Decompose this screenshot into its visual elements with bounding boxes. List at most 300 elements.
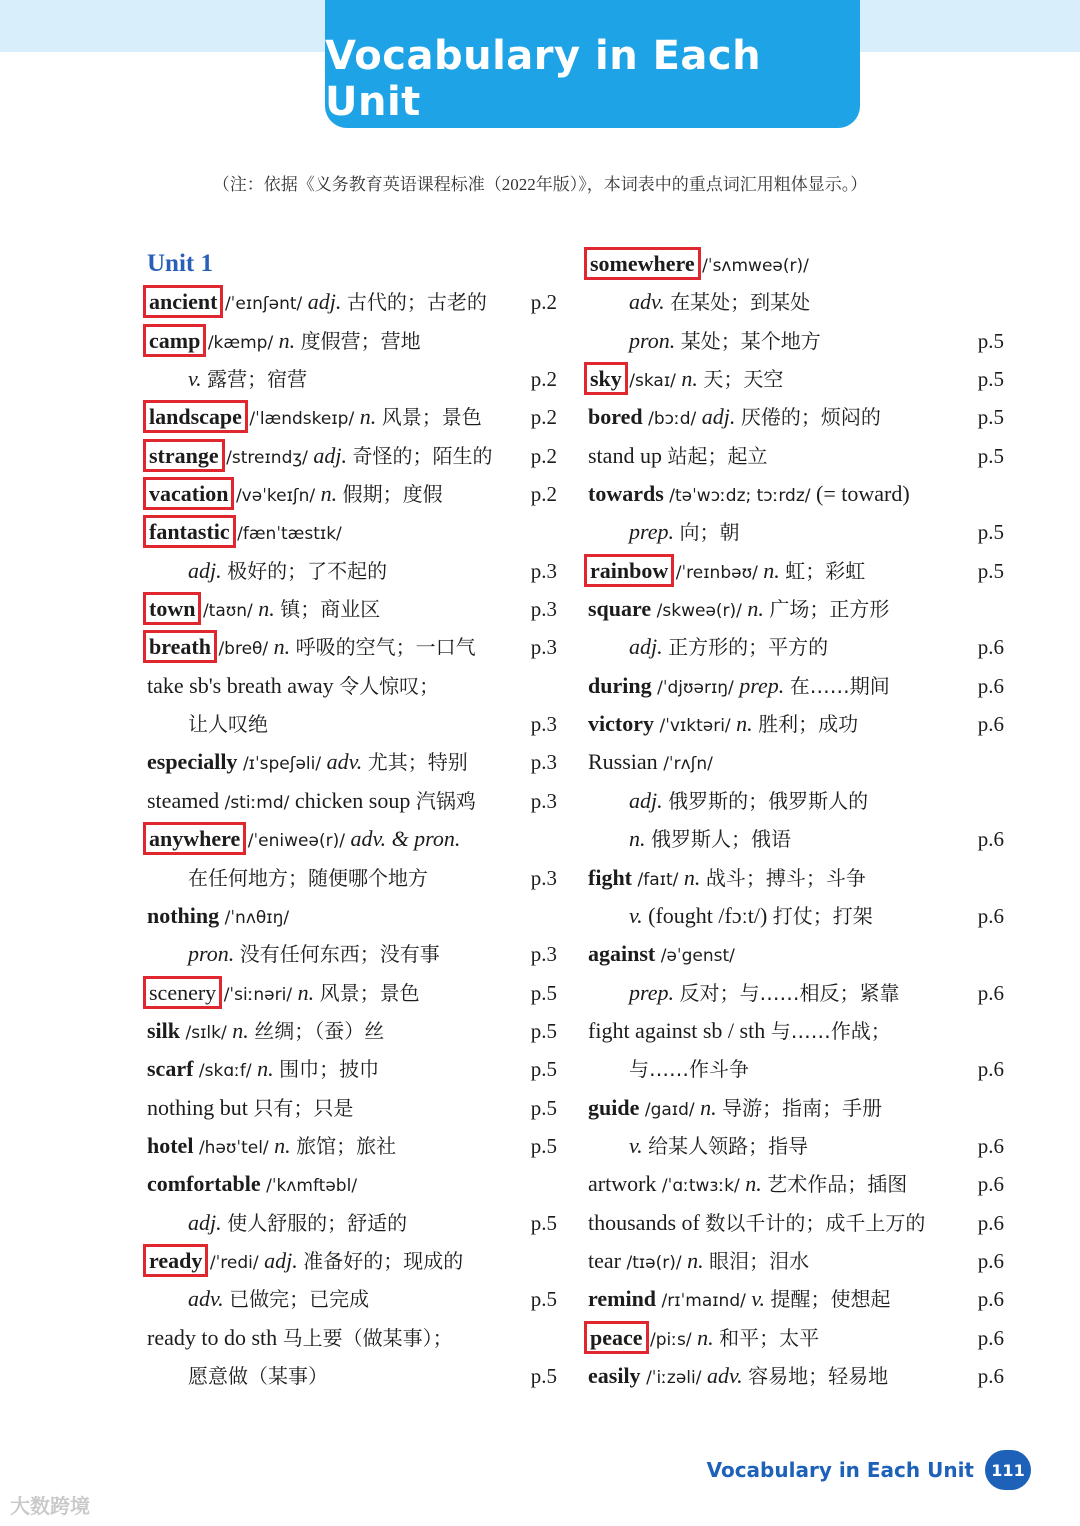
- chinese-meaning: 奇怪的；陌生的: [352, 443, 493, 468]
- phonetic: /həʊˈtel/: [198, 1137, 269, 1158]
- part-of-speech: n.: [763, 557, 780, 583]
- chinese-meaning: 让人叹绝: [188, 712, 268, 737]
- entry-line: [629, 513, 740, 551]
- entry-line: [629, 322, 821, 360]
- unit-heading: Unit 1: [147, 250, 213, 277]
- vocab-entry: [588, 782, 998, 820]
- chinese-meaning: 假期；度假: [342, 482, 443, 507]
- vocab-entry: [147, 1204, 557, 1242]
- vocab-entry: [588, 398, 1004, 436]
- entry-line: [629, 897, 873, 935]
- vocab-entry: [588, 475, 998, 513]
- page-ref: p.2: [530, 405, 557, 430]
- headword: Russian: [588, 749, 658, 775]
- page-ref: p.6: [977, 673, 1004, 698]
- chinese-meaning: 古代的；古老的: [346, 290, 487, 315]
- vocab-column-left: [147, 245, 557, 1395]
- vocab-entry: [147, 1165, 557, 1203]
- extra-text: chicken soup: [294, 787, 411, 813]
- chinese-meaning: 眼泪；泪水: [709, 1248, 810, 1273]
- entry-line: [147, 1050, 379, 1090]
- vocab-entry: [147, 820, 557, 858]
- page-ref: p.5: [977, 367, 1004, 392]
- entry-line: [588, 1204, 925, 1242]
- vocab-entry: [588, 437, 1004, 475]
- part-of-speech: n.: [232, 1017, 249, 1043]
- page-ref: p.3: [530, 788, 557, 813]
- phonetic: /ˈvɪktəri/: [659, 716, 731, 737]
- phonetic: /taʊn/: [202, 601, 253, 622]
- page-ref: p.6: [977, 1057, 1004, 1082]
- part-of-speech: prep.: [629, 979, 675, 1005]
- entry-line: [188, 935, 440, 973]
- part-of-speech: n.: [278, 327, 296, 353]
- entry-line: [147, 743, 468, 783]
- chinese-meaning: 广场；正方形: [769, 597, 890, 622]
- part-of-speech: adj.: [313, 442, 348, 468]
- vocab-entry: [588, 1165, 1004, 1203]
- entry-line: [588, 935, 735, 975]
- page-ref: p.2: [530, 290, 557, 315]
- chinese-meaning: 镇；商业区: [280, 597, 381, 622]
- vocab-entry: [588, 628, 1004, 666]
- entry-line: [147, 820, 460, 860]
- phonetic: /skɑːf/: [198, 1061, 252, 1082]
- chinese-meaning: 已做完；已完成: [229, 1287, 370, 1312]
- vocab-entry: [147, 1319, 557, 1357]
- vocab-entry: [147, 1357, 557, 1395]
- entry-line: [588, 1012, 891, 1050]
- part-of-speech: adj.: [264, 1247, 298, 1273]
- headword: tear: [588, 1247, 621, 1273]
- phonetic: /piːs/: [650, 1329, 692, 1350]
- part-of-speech: adv.: [706, 1362, 743, 1388]
- chinese-meaning: 虹；彩虹: [785, 558, 866, 583]
- page-ref: p.2: [530, 443, 557, 468]
- entry-line: [147, 1089, 353, 1127]
- extra-text: (fought /fɔːt/): [648, 902, 768, 928]
- part-of-speech: adj.: [629, 787, 663, 813]
- entry-line: [588, 1357, 888, 1397]
- phonetic: /ˈsʌmweə(r)/: [702, 256, 809, 276]
- phonetic: /ˈɑːtwɜːk/: [661, 1176, 740, 1197]
- phonetic: /ɪˈspeʃəli/: [242, 754, 322, 775]
- vocab-entry: [588, 1089, 998, 1127]
- page-ref: p.3: [530, 865, 557, 890]
- phonetic: /skweə(r)/: [656, 601, 742, 622]
- entry-line: [147, 513, 342, 553]
- chinese-meaning: 与……作斗争: [629, 1057, 749, 1082]
- phonetic: /breθ/: [218, 639, 269, 660]
- page-ref: p.6: [977, 1210, 1004, 1235]
- entry-line: [188, 859, 428, 897]
- headword: ready: [149, 1247, 203, 1273]
- chinese-meaning: 风景；景色: [381, 405, 482, 430]
- page-ref: p.6: [977, 1248, 1004, 1273]
- vocab-entry: [147, 437, 557, 475]
- unit-heading-row: [147, 245, 557, 283]
- vocab-entry: [588, 743, 998, 781]
- part-of-speech: pron.: [188, 941, 235, 967]
- entry-line: [588, 1280, 890, 1320]
- page-ref: p.5: [530, 980, 557, 1005]
- headword: especially: [147, 749, 238, 775]
- chinese-meaning: 只有；只是: [253, 1095, 354, 1120]
- vocab-entry: [147, 475, 557, 513]
- vocab-entry: [588, 590, 998, 628]
- headword: nothing but: [147, 1094, 248, 1120]
- headword: take sb's breath away: [147, 672, 334, 698]
- page-title: Vocabulary in Each Unit: [325, 33, 762, 125]
- vocab-entry: [147, 628, 557, 666]
- phonetic: /əˈgenst/: [660, 946, 735, 967]
- vocab-column-right: [588, 245, 1004, 1395]
- phonetic: /faɪt/: [637, 869, 679, 890]
- headword: easily: [588, 1362, 641, 1388]
- page-ref: p.6: [977, 1287, 1004, 1312]
- page-number-badge: [985, 1450, 1031, 1490]
- vocab-entry: [147, 1127, 557, 1165]
- part-of-speech: n.: [629, 826, 646, 852]
- page-ref: p.6: [977, 903, 1004, 928]
- entry-line: [629, 1127, 808, 1165]
- part-of-speech: pron.: [629, 327, 676, 353]
- vocab-entry: [588, 1012, 998, 1050]
- phonetic: /fænˈtæstɪk/: [237, 524, 342, 545]
- phonetic: /ˈeniweə(r)/: [247, 831, 345, 852]
- part-of-speech: prep.: [739, 672, 785, 698]
- part-of-speech: prep.: [629, 519, 675, 545]
- part-of-speech: n.: [747, 596, 764, 622]
- entry-line: [588, 437, 767, 475]
- entry-line: [147, 1319, 453, 1357]
- vocab-entry: [147, 935, 557, 973]
- vocab-entry: [147, 322, 557, 360]
- chinese-meaning: 厌倦的；烦闷的: [740, 405, 881, 430]
- chinese-meaning: 在……期间: [789, 673, 890, 698]
- vocab-entry: [588, 513, 1004, 551]
- part-of-speech: n.: [273, 634, 291, 660]
- phonetic: /kæmp/: [207, 332, 274, 353]
- vocab-entry: [147, 743, 557, 781]
- entry-line: [588, 245, 809, 285]
- chinese-meaning: 站起；起立: [667, 443, 768, 468]
- entry-line: [629, 1050, 749, 1088]
- chinese-meaning: 战斗；搏斗；斗争: [705, 865, 866, 890]
- entry-line: [147, 782, 476, 822]
- page-ref: p.5: [530, 1363, 557, 1388]
- curriculum-note: （注：依据《义务教育英语课程标准（2022年版）》，本词表中的重点词汇用粗体显示。）: [212, 175, 868, 194]
- headword: towards: [588, 481, 664, 507]
- vocab-entry: [588, 1242, 1004, 1280]
- entry-line: [147, 1242, 463, 1282]
- chinese-meaning: 使人舒服的；舒适的: [227, 1210, 408, 1235]
- vocab-entry: [588, 1050, 1004, 1088]
- chinese-meaning: 与……作战；: [770, 1018, 891, 1043]
- phonetic: /ˈlændskeɪp/: [249, 409, 355, 430]
- chinese-meaning: 汽锅鸡: [415, 788, 476, 813]
- page-ref: p.3: [530, 942, 557, 967]
- vocab-entry: [147, 859, 557, 897]
- headword: camp: [149, 327, 201, 353]
- entry-line: [588, 743, 713, 783]
- entry-line: [588, 1089, 882, 1129]
- vocab-entry: [147, 513, 557, 551]
- page-ref: p.5: [530, 1210, 557, 1235]
- chinese-meaning: 艺术作品；插图: [767, 1172, 908, 1197]
- headword: hotel: [147, 1132, 194, 1158]
- chinese-meaning: 和平；太平: [719, 1325, 820, 1350]
- headword: comfortable: [147, 1171, 261, 1197]
- page-ref: p.2: [530, 367, 557, 392]
- vocab-entry: [147, 667, 557, 705]
- vocab-entry: [588, 705, 1004, 743]
- part-of-speech: n.: [359, 404, 377, 430]
- phonetic: /ˈeɪnʃənt/: [224, 294, 303, 315]
- entry-line: [188, 360, 307, 398]
- part-of-speech: adv.: [629, 289, 665, 315]
- vocab-entry: [588, 1127, 1004, 1165]
- part-of-speech: n.: [257, 1056, 274, 1082]
- part-of-speech: adv.: [188, 1286, 224, 1312]
- part-of-speech: adj.: [701, 404, 736, 430]
- headword: fight: [588, 864, 632, 890]
- page-ref: p.6: [977, 1172, 1004, 1197]
- entry-line: [147, 897, 289, 937]
- headword: guide: [588, 1094, 640, 1120]
- chinese-meaning: 天；天空: [703, 367, 784, 392]
- page-ref: p.5: [530, 1133, 557, 1158]
- vocab-entry: [147, 1089, 557, 1127]
- page-ref: p.5: [977, 520, 1004, 545]
- part-of-speech: v.: [751, 1286, 765, 1312]
- chinese-meaning: 旅馆；旅社: [296, 1133, 397, 1158]
- headword: scarf: [147, 1056, 194, 1082]
- page-ref: p.2: [530, 482, 557, 507]
- extra-text: (= toward): [816, 481, 910, 507]
- entry-line: [147, 667, 439, 705]
- vocab-entry: [588, 322, 1004, 360]
- headword: peace: [590, 1324, 643, 1350]
- page-number: 111: [991, 1460, 1025, 1480]
- part-of-speech: adj.: [188, 557, 222, 583]
- footer-title: Vocabulary in Each Unit: [706, 1458, 974, 1482]
- headword: scenery: [149, 979, 217, 1005]
- phonetic: /ˈsiːnəri/: [223, 984, 293, 1005]
- headword: ready to do sth: [147, 1324, 278, 1350]
- headword: nothing: [147, 902, 220, 928]
- page-ref: p.3: [530, 597, 557, 622]
- page-ref: p.6: [977, 1133, 1004, 1158]
- phonetic: /ˈiːzəli/: [646, 1367, 702, 1388]
- headword: breath: [149, 634, 211, 660]
- vocab-entry: [588, 552, 1004, 590]
- page-ref: p.5: [977, 405, 1004, 430]
- chinese-meaning: 露营；宿营: [207, 367, 308, 392]
- page-ref: p.5: [977, 328, 1004, 353]
- entry-line: [147, 590, 380, 630]
- chinese-meaning: 在某处；到某处: [670, 290, 811, 315]
- phonetic: /gaɪd/: [644, 1099, 695, 1120]
- entry-line: [147, 974, 420, 1014]
- headword: anywhere: [149, 826, 241, 852]
- headword: against: [588, 941, 656, 967]
- phonetic: /ˈkʌmftəbl/: [266, 1176, 358, 1197]
- entry-line: [629, 974, 900, 1012]
- entry-line: [147, 1127, 396, 1167]
- chinese-meaning: 俄罗斯的；俄罗斯人的: [668, 788, 869, 813]
- entry-line: [188, 705, 268, 743]
- vocab-entry: [588, 667, 1004, 705]
- entry-line: [629, 820, 791, 858]
- vocab-entry: [147, 782, 557, 820]
- chinese-meaning: 围巾；披巾: [279, 1057, 380, 1082]
- chinese-meaning: 数以千计的；成千上万的: [705, 1210, 926, 1235]
- page-ref: p.3: [530, 712, 557, 737]
- headword: fantastic: [149, 519, 230, 545]
- vocab-entry: [147, 552, 557, 590]
- entry-line: [588, 1242, 809, 1282]
- phonetic: /tɪə(r)/: [626, 1252, 682, 1273]
- chinese-meaning: 呼吸的空气；一口气: [295, 635, 476, 660]
- vocab-entry: [588, 1204, 1004, 1242]
- headword: during: [588, 672, 652, 698]
- phonetic: /sɪlk/: [185, 1022, 227, 1043]
- vocab-entry: [147, 283, 557, 321]
- headword: sky: [590, 366, 622, 392]
- vocab-entry: [588, 859, 998, 897]
- vocab-entry: [588, 283, 998, 321]
- chinese-meaning: 在任何地方；随便哪个地方: [188, 865, 428, 890]
- watermark-text: 大数跨境: [10, 1494, 90, 1518]
- page-ref: p.6: [977, 1363, 1004, 1388]
- chinese-meaning: 导游；指南；手册: [722, 1095, 883, 1120]
- vocab-entry: [588, 360, 1004, 398]
- chinese-meaning: 正方形的；平方的: [668, 635, 829, 660]
- chinese-meaning: 令人惊叹；: [339, 673, 440, 698]
- chinese-meaning: 胜利；成功: [758, 712, 859, 737]
- headword: fight against sb / sth: [588, 1017, 766, 1043]
- page-ref: p.5: [530, 1287, 557, 1312]
- part-of-speech: n.: [297, 979, 315, 1005]
- part-of-speech: adj.: [629, 634, 663, 660]
- chinese-meaning: 尤其；特别: [367, 750, 468, 775]
- page-ref: p.3: [530, 750, 557, 775]
- chinese-meaning: 准备好的；现成的: [303, 1248, 464, 1273]
- headword: strange: [149, 442, 219, 468]
- entry-line: [147, 283, 487, 323]
- chinese-meaning: 愿意做（某事）: [188, 1363, 328, 1388]
- chinese-meaning: 某处；某个地方: [680, 328, 821, 353]
- headword: victory: [588, 711, 654, 737]
- entry-line: [588, 859, 866, 899]
- headword: steamed: [147, 787, 220, 813]
- chinese-meaning: 马上要（做某事）；: [282, 1325, 453, 1350]
- entry-line: [588, 667, 890, 707]
- part-of-speech: n.: [683, 864, 701, 890]
- phonetic: /bɔːd/: [648, 409, 697, 430]
- vocab-entry: [147, 1242, 557, 1280]
- part-of-speech: n.: [258, 596, 275, 622]
- entry-line: [147, 475, 443, 515]
- entry-line: [188, 552, 387, 590]
- entry-line: [188, 1357, 328, 1395]
- phonetic: /vəˈkeɪʃn/: [235, 486, 316, 507]
- entry-line: [588, 590, 889, 630]
- part-of-speech: n.: [700, 1094, 717, 1120]
- chinese-meaning: 向；朝: [679, 520, 740, 545]
- page-ref: p.6: [977, 635, 1004, 660]
- page-ref: p.5: [530, 1057, 557, 1082]
- phonetic: /rɪˈmaɪnd/: [661, 1291, 746, 1312]
- part-of-speech: adj.: [307, 289, 342, 315]
- vocab-entry: [147, 974, 557, 1012]
- chinese-meaning: 极好的；了不起的: [227, 558, 388, 583]
- entry-line: [147, 1012, 384, 1052]
- part-of-speech: n.: [697, 1324, 714, 1350]
- headword: bored: [588, 404, 643, 430]
- chinese-meaning: 反对；与……相反；紧靠: [679, 980, 900, 1005]
- phonetic: /ˈrʌʃn/: [663, 754, 713, 775]
- chinese-meaning: 丝绸；（蚕）丝: [254, 1018, 385, 1043]
- headword: square: [588, 596, 652, 622]
- entry-line: [588, 705, 858, 745]
- vocab-entry: [588, 974, 1004, 1012]
- headword: somewhere: [590, 251, 695, 276]
- entry-line: [588, 1165, 907, 1205]
- phonetic: /ˈnʌθɪŋ/: [224, 907, 290, 928]
- entry-line: [147, 437, 493, 477]
- page-ref: p.5: [977, 558, 1004, 583]
- chinese-meaning: 打仗；打架: [772, 903, 873, 928]
- entry-line: [588, 360, 783, 400]
- part-of-speech: adv.: [326, 749, 363, 775]
- headword: remind: [588, 1286, 657, 1312]
- part-of-speech: v.: [629, 902, 643, 928]
- page-ref: p.6: [977, 1325, 1004, 1350]
- page-ref: p.5: [977, 443, 1004, 468]
- part-of-speech: n.: [745, 1171, 762, 1197]
- headword: ancient: [149, 289, 218, 315]
- vocab-entry: [588, 897, 1004, 935]
- chinese-meaning: 给某人领路；指导: [648, 1133, 809, 1158]
- entry-line: [147, 398, 482, 438]
- page-ref: p.3: [530, 635, 557, 660]
- vocab-entry: [147, 1050, 557, 1088]
- page-ref: p.5: [530, 1095, 557, 1120]
- entry-line: [629, 283, 810, 321]
- part-of-speech: n.: [736, 711, 753, 737]
- page-ref: p.5: [530, 1018, 557, 1043]
- entry-line: [588, 398, 881, 438]
- entry-line: [629, 628, 828, 666]
- headword: silk: [147, 1017, 181, 1043]
- part-of-speech: adj.: [188, 1209, 222, 1235]
- phonetic: /skaɪ/: [629, 371, 676, 392]
- chinese-meaning: 没有任何东西；没有事: [239, 942, 440, 967]
- part-of-speech: n.: [320, 481, 338, 507]
- vocab-entry: [588, 1319, 1004, 1357]
- part-of-speech: v.: [629, 1132, 643, 1158]
- phonetic: /təˈwɔːdz; tɔːrdz/: [669, 486, 811, 507]
- headword: thousands of: [588, 1209, 700, 1235]
- vocab-entry: [588, 935, 998, 973]
- vocab-entry: [147, 1012, 557, 1050]
- headword: artwork: [588, 1171, 657, 1197]
- entry-line: [629, 782, 868, 820]
- entry-line: [188, 1204, 407, 1242]
- vocab-entry: [147, 1280, 557, 1318]
